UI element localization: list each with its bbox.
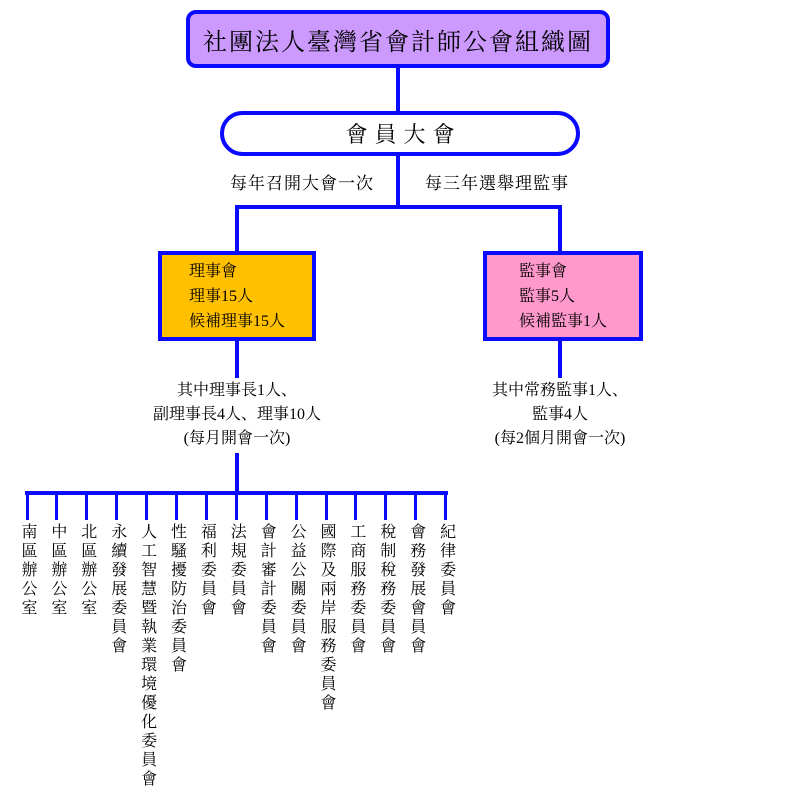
committee-label: 工商服務委員會 (347, 523, 365, 656)
committee-label: 性騷擾防治委員會 (168, 523, 186, 675)
board-of-supervisors-node (483, 251, 643, 341)
connector-line (55, 491, 58, 520)
connector-line (444, 491, 447, 520)
connector-line (558, 341, 562, 378)
chart-title-box (186, 10, 610, 68)
connector-line (295, 491, 298, 520)
connector-line (26, 491, 29, 520)
connector-line (175, 491, 178, 520)
supervisors-line-2: 監事5人 (518, 287, 575, 305)
supervisors-line-1: 監事會 (518, 262, 567, 280)
board-of-directors-node (158, 251, 316, 341)
directors-note-line-3: (每月開會一次) (183, 430, 291, 447)
directors-line-1: 理事會 (188, 262, 237, 280)
board-of-directors-text (189, 259, 285, 334)
committee-label: 法規委員會 (228, 523, 246, 618)
connector-line (235, 341, 239, 378)
committee-label: 國際及兩岸服務委員會 (318, 523, 335, 713)
supervisors-note (438, 379, 682, 451)
committee-label: 會務發展會員會 (407, 523, 425, 656)
connector-line (235, 205, 562, 209)
directors-note-line-1: 其中理事長1人、 (176, 382, 297, 399)
member-assembly-node (220, 111, 580, 156)
directors-line-3: 候補理事15人 (188, 312, 285, 330)
committee-label: 稅制稅務委員會 (377, 523, 395, 656)
connector-line (384, 491, 387, 520)
connector-line (265, 491, 268, 520)
annual-meeting-label: 每年召開大會一次 (230, 174, 374, 193)
connector-line (85, 491, 88, 520)
connector-line (235, 491, 238, 520)
connector-line (414, 491, 417, 520)
committee-label: 公益公關委員會 (288, 523, 306, 656)
election-label: 每三年選舉理監事 (425, 174, 569, 193)
connector-line (354, 491, 357, 520)
committee-label: 北區辦公室 (78, 523, 96, 618)
committee-label: 中區辦公室 (48, 523, 66, 618)
supervisors-note-line-3: (每2個月開會一次) (494, 430, 626, 447)
connector-line (396, 68, 400, 112)
chart-title: 社團法人臺灣省會計師公會組織圖 (203, 29, 593, 56)
member-assembly-label: 會員大會 (345, 122, 462, 147)
committee-label: 福利委員會 (198, 523, 216, 618)
committee-label: 紀律委員會 (437, 523, 455, 618)
connector-line (325, 491, 328, 520)
connector-line (235, 205, 239, 251)
directors-line-2: 理事15人 (188, 287, 253, 305)
connector-line (235, 453, 239, 495)
committee-label: 南區辦公室 (19, 523, 36, 618)
directors-note-line-2: 副理事長4人、理事10人 (152, 406, 321, 423)
supervisors-line-3: 候補監事1人 (518, 312, 607, 330)
committee-label: 人工智慧暨執業環境優化委員會 (138, 523, 156, 789)
connector-line (145, 491, 148, 520)
directors-note (115, 379, 359, 451)
committee-label: 永續發展委員會 (108, 523, 126, 656)
connector-line (558, 205, 562, 251)
supervisors-note-line-2: 監事4人 (531, 406, 588, 423)
board-of-supervisors-text (519, 259, 607, 334)
committee-label: 會計審計委員會 (258, 523, 276, 656)
connector-line (115, 491, 118, 520)
connector-line (205, 491, 208, 520)
supervisors-note-line-1: 其中常務監事1人、 (491, 382, 628, 399)
